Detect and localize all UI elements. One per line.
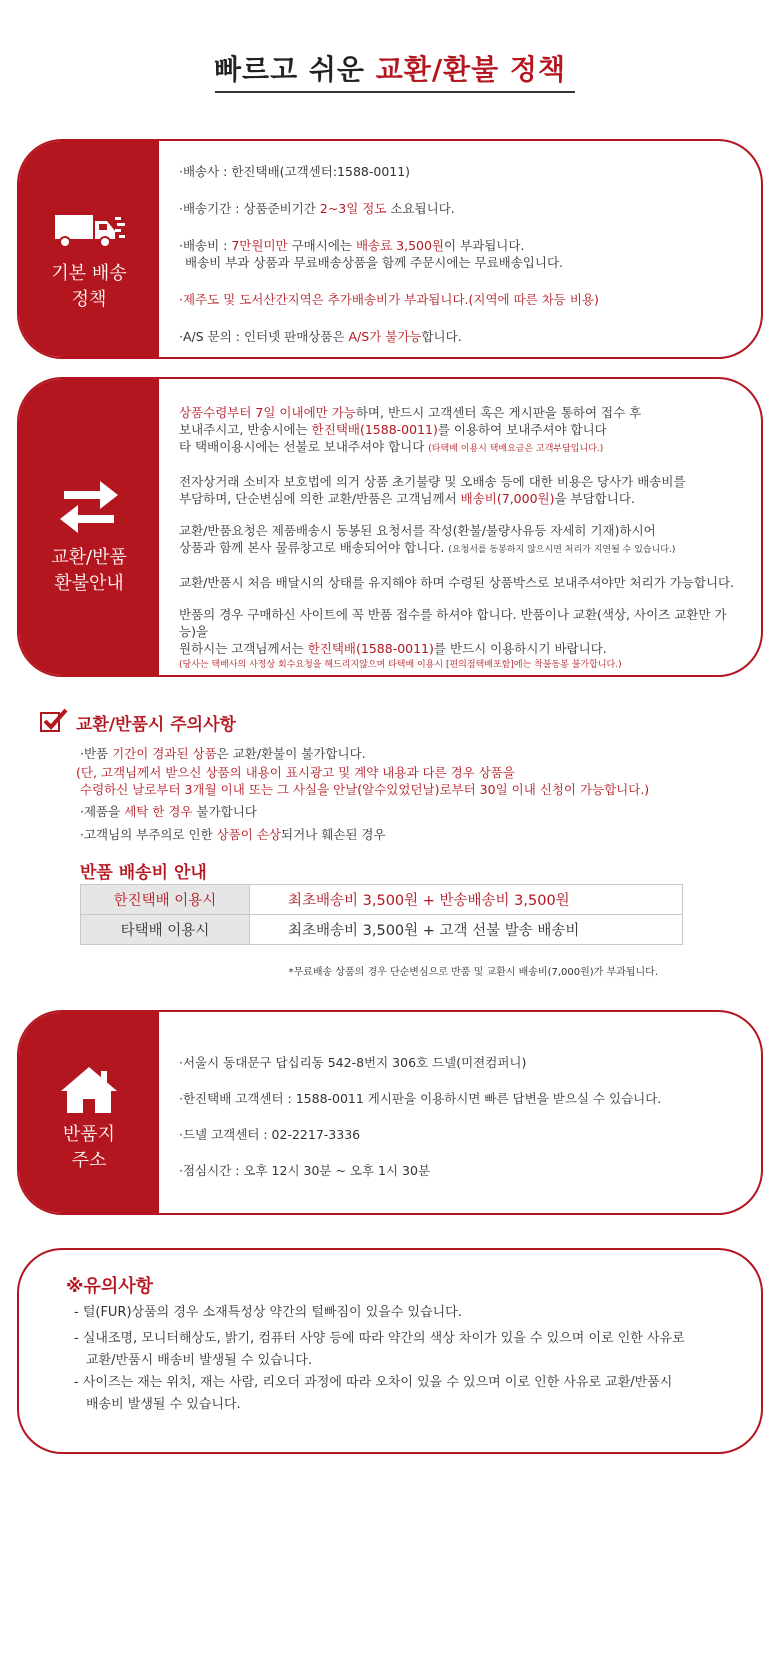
exchange-para1-line1: 상품수령부터 7일 이내에만 가능하며, 반드시 고객센터 혹은 게시판을 통하여 접수 후 [179,405,642,420]
return-address-body [179,1054,741,1179]
page-title-main: 빠르고 쉬운 [213,53,376,86]
return-fee-table [80,884,683,945]
exchange-arrows-icon [19,475,159,539]
shipping-fee: ·배송비 : 7만원미만 구매시에는 배송료 3,500원이 부과됩니다. [179,238,525,253]
return-address-label [19,1122,159,1174]
exchange-para5-note: (당사는 택배사의 사정상 회수요청을 해드리지않으며 타택배 이용시 [편의점택배포함]에는 착불동봉 불가합니다.) [179,660,622,670]
shipping-policy-card [17,139,763,359]
shipping-extra-fee: ·제주도 및 도서산간지역은 추가배송비가 부과됩니다.(지역에 따른 차등 비용) [179,292,599,307]
address-label-line1: 반품지 [62,1124,116,1145]
fee-carrier-cell: 타택배 이용시 [81,915,250,945]
exchange-para3-line1: 교환/반품요청은 제품배송시 동봉된 요청서를 작성(환불/불량사유등 자세히 기재)하시어 [179,523,656,538]
checkbox-check-icon [40,708,68,734]
exchange-para1-line2: 보내주시고, 반송시에는 한진택배(1588-0011)를 이용하여 보내주셔야 합니다 [179,422,607,437]
notice-card [17,1248,763,1454]
return-fee-title: 반품 배송비 안내 [80,863,207,883]
caution-list [76,744,760,845]
exchange-para4: 교환/반품시 처음 배달시의 상태를 유지해야 하며 수령된 상품박스로 보내주셔야만 처리가 가능합니다. [179,575,735,590]
exchange-policy-card [17,377,763,677]
caution-title: 교환/반품시 주의사항 [76,715,236,735]
page-title [0,48,780,88]
return-address-card [17,1010,763,1215]
fee-carrier-cell: 한진택배 이용시 [81,885,250,915]
exchange-para3-line2: 상품과 함께 본사 물류창고로 배송되어야 합니다. (요청서를 동봉하지 않으시면 처리가 지연될 수 있습니다.) [179,540,676,555]
address-dnell-center: ·드넬 고객센터 : 02-2217-3336 [179,1127,361,1142]
fee-cost-cell: 최초배송비 3,500원 + 고객 선불 발송 배송비 [250,915,683,945]
notice-item: - 털(FUR)상품의 경우 소재특성상 약간의 털빠짐이 있을수 있습니다. [74,1305,462,1320]
shipping-label-line1: 기본 배송 [51,263,127,284]
exchange-para2-line2: 부담하며, 단순변심에 의한 교환/반품은 고객님께서 배송비(7,000원)을 부담합니다. [179,491,635,506]
address-label-line2: 주소 [71,1150,107,1171]
caution-item-4: ·제품을 세탁 한 경우 불가합니다 [80,804,257,819]
title-underline [215,91,575,93]
exchange-label-line1: 교환/반품 [51,547,127,568]
caution-item-3: 수령하신 날로부터 3개월 이내 또는 그 사실을 안날(알수있었던날)로부터 30일 이내 신청이 가능합니다.) [80,782,650,797]
address-lunch-time: ·점심시간 : 오후 12시 30분 ~ 오후 1시 30분 [179,1163,431,1178]
truck-icon [19,209,159,257]
table-row [81,915,683,945]
shipping-as: ·A/S 문의 : 인터넷 판매상품은 A/S가 불가능합니다. [179,329,462,344]
exchange-policy-label [19,545,159,597]
shipping-label-line2: 정책 [71,289,107,310]
notice-item-cont: 배송비 발생될 수 있습니다. [86,1397,241,1412]
exchange-para2-line1: 전자상거래 소비자 보호법에 의거 상품 초기불량 및 오배송 등에 대한 비용은 당사가 배송비를 [179,474,686,489]
caution-item-2: (단, 고객님께서 받으신 상품의 내용이 표시광고 및 계약 내용과 다른 경우 상품을 [76,765,515,780]
shipping-policy-body [179,163,741,345]
return-fee-note: *무료배송 상품의 경우 단순변심으로 반품 및 교환시 배송비(7,000원)가 부과됩니다. [288,967,658,978]
exchange-policy-body [179,404,741,674]
notice-list [74,1302,734,1416]
caution-item-5: ·고객님의 부주의로 인한 상품이 손상되거나 훼손된 경우 [80,827,386,842]
shipping-period: ·배송기간 : 상품준비기간 2~3일 정도 소요됩니다. [179,201,455,216]
fee-cost-cell: 최초배송비 3,500원 + 반송배송비 3,500원 [250,885,683,915]
table-row [81,885,683,915]
exchange-para1-line3: 타 택배이용시에는 선불로 보내주셔야 합니다 (타택배 이용시 택배요금은 고객부담입니다.) [179,439,604,454]
address-line: ·서울시 동대문구 답십리동 542-8번지 306호 드넬(미젼컴퍼니) [179,1055,527,1070]
address-hanjin-center: ·한진택배 고객센터 : 1588-0011 게시판을 이용하시면 빠른 답변을 받으실 수 있습니다. [179,1091,662,1106]
exchange-policy-sidebar [19,379,159,675]
house-icon [19,1065,159,1119]
exchange-para5-line1: 반품의 경우 구매하신 사이트에 꼭 반품 접수를 하셔야 합니다. 반품이나 교환(색상, 사이즈 교환만 가능)을 [179,607,727,639]
return-address-sidebar [19,1012,159,1213]
shipping-carrier: ·배송사 : 한진택배(고객센터:1588-0011) [179,164,411,179]
exchange-label-line2: 환불안내 [54,573,124,594]
page-title-highlight: 교환/환불 정책 [375,53,566,86]
shipping-policy-sidebar [19,141,159,357]
caution-item-1: ·반품 기간이 경과된 상품은 교환/환불이 불가합니다. [80,746,366,761]
shipping-policy-label [19,261,159,313]
shipping-fee-note: 배송비 부과 상품과 무료배송상품을 함께 주문시에는 무료배송입니다. [185,255,563,270]
notice-item: - 사이즈는 재는 위치, 재는 사람, 리오더 과정에 따라 오차이 있을 수 있으며 이로 인한 사유로 교환/반품시 [74,1375,673,1390]
exchange-para5-line2: 원하시는 고객님께서는 한진택배(1588-0011)를 반드시 이용하시기 바랍니다. [179,641,607,656]
notice-item-cont: 교환/반품시 배송비 발생될 수 있습니다. [86,1353,312,1368]
notice-item: - 실내조명, 모니터해상도, 밝기, 컴퓨터 사양 등에 따라 약간의 색상 차이가 있을 수 있으며 이로 인한 사유로 [74,1331,685,1346]
notice-title: ※유의사항 [66,1276,154,1297]
